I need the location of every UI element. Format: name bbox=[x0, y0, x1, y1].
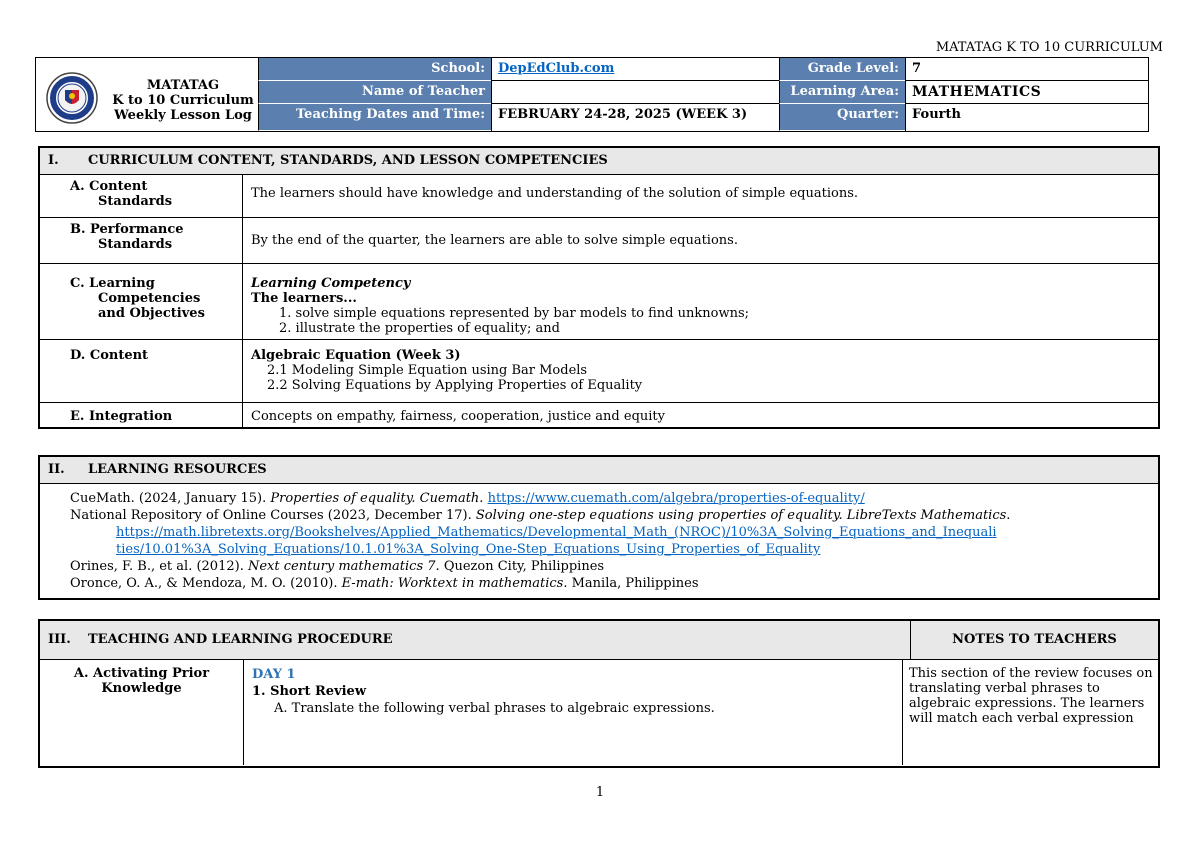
section-1-header bbox=[40, 148, 1158, 175]
integration-label bbox=[40, 403, 243, 427]
section-1-title: CURRICULUM CONTENT, STANDARDS, AND LESSON COMPETENCIES bbox=[88, 153, 608, 168]
reference-3 bbox=[70, 558, 1158, 575]
section-learning-resources bbox=[38, 455, 1160, 600]
grade-level-value: 7 bbox=[905, 58, 1148, 81]
content-item-2: 2.2 Solving Equations by Applying Properties of Equality bbox=[267, 378, 643, 393]
lesson-log-header bbox=[35, 57, 1149, 132]
competencies-label bbox=[40, 264, 243, 339]
section-curriculum bbox=[38, 146, 1160, 429]
review-task: A. Translate the following verbal phrases to algebraic expressions. bbox=[274, 701, 715, 716]
reference-2-link[interactable]: https://math.libretexts.org/Bookshelves/Applied_Mathematics/Developmental_Math_(NROC)/10%3A_Solving_Equations_and_Inequali bbox=[116, 525, 997, 540]
reference-3-title: Next century mathematics 7. bbox=[247, 559, 440, 574]
performance-standards-label bbox=[40, 218, 243, 263]
header-title bbox=[108, 78, 258, 123]
learning-area-label: Learning Area: bbox=[779, 81, 905, 104]
section-3-title-cell bbox=[40, 621, 911, 659]
competencies-label-line1: C. Learning bbox=[70, 276, 155, 291]
reference-4-author: Oronce, O. A., & Mendoza, M. O. (2010). bbox=[70, 576, 342, 591]
activating-label-line1: A. Activating Prior bbox=[73, 666, 210, 681]
content-row bbox=[40, 340, 1158, 403]
performance-standards-row bbox=[40, 218, 1158, 264]
reference-4 bbox=[70, 575, 1158, 592]
header-logo-cell bbox=[36, 58, 259, 131]
competencies-label-line3: and Objectives bbox=[98, 306, 205, 321]
header-title-line2: K to 10 Curriculum bbox=[112, 93, 254, 108]
reference-1-title: Properties of equality. Cuemath. bbox=[270, 491, 484, 506]
performance-standards-label-line2: Standards bbox=[98, 237, 173, 252]
activating-label-line2: Knowledge bbox=[101, 681, 182, 696]
teacher-value[interactable] bbox=[491, 81, 779, 104]
reference-1-author: CueMath. (2024, January 15). bbox=[70, 491, 271, 506]
competency-item-2: 2. illustrate the properties of equality; and bbox=[279, 321, 560, 336]
competencies-text bbox=[243, 264, 1158, 339]
reference-2: National Repository of Online Courses (2023, December 17). Solving one-step equations using properties of equality. LibreTexts Mathematics. bbox=[70, 508, 1011, 523]
performance-standards-text: By the end of the quarter, the learners are able to solve simple equations. bbox=[251, 233, 738, 248]
reference-4-publisher: Manila, Philippines bbox=[567, 576, 699, 591]
reference-4-title: E-math: Worktext in mathematics. bbox=[341, 576, 568, 591]
curriculum-label: MATATAG K TO 10 CURRICULUM bbox=[935, 40, 1163, 55]
section-3-header bbox=[40, 621, 1158, 660]
section-teaching-procedure bbox=[38, 619, 1160, 768]
teacher-note: This section of the review focuses on translating verbal phrases to algebraic expressions. The learners will match each verbal expression bbox=[909, 666, 1153, 726]
school-link[interactable]: DepEdClub.com bbox=[498, 61, 615, 76]
school-label: School: bbox=[258, 58, 491, 81]
content-standards-text: The learners should have knowledge and understanding of the solution of simple equations. bbox=[251, 186, 859, 201]
content-label bbox=[40, 340, 243, 402]
performance-standards-label-line1: B. Performance bbox=[70, 222, 184, 237]
reference-2-link-line2 bbox=[70, 541, 1158, 558]
reference-3-publisher: Quezon City, Philippines bbox=[439, 559, 605, 574]
content-text bbox=[243, 340, 1158, 402]
competency-item-1: 1. solve simple equations represented by bar models to find unknowns; bbox=[279, 306, 749, 321]
content-label-text: D. Content bbox=[70, 348, 149, 363]
activating-prior-knowledge-label bbox=[40, 660, 244, 765]
section-2-header bbox=[40, 457, 1158, 484]
content-standards-label-line1: A. Content bbox=[70, 179, 148, 194]
integration-label-text: E. Integration bbox=[70, 409, 173, 424]
references-list bbox=[40, 484, 1158, 594]
content-standards-label-line2: Standards bbox=[98, 194, 173, 209]
section-3-title: TEACHING AND LEARNING PROCEDURE bbox=[88, 632, 393, 647]
header-title-line1: MATATAG bbox=[146, 78, 220, 93]
dates-value: FEBRUARY 24-28, 2025 (WEEK 3) bbox=[491, 104, 779, 131]
page-number: 1 bbox=[595, 785, 605, 800]
procedure-content bbox=[244, 660, 903, 765]
competencies-row bbox=[40, 264, 1158, 340]
content-item-1: 2.1 Modeling Simple Equation using Bar Models bbox=[267, 363, 588, 378]
reference-1-link[interactable]: https://www.cuemath.com/algebra/properties-of-equality/ bbox=[487, 491, 865, 506]
reference-2-author: National Repository of Online Courses (2023, December 17). bbox=[70, 508, 476, 523]
competency-heading: Learning Competency bbox=[251, 276, 411, 291]
reference-3-author: Orines, F. B., et al. (2012). bbox=[70, 559, 248, 574]
integration-text: Concepts on empathy, fairness, cooperation, justice and equity bbox=[251, 409, 665, 424]
quarter-value: Fourth bbox=[905, 104, 1148, 131]
grade-level-label: Grade Level: bbox=[779, 58, 905, 81]
reference-2-link-line1 bbox=[70, 524, 1158, 541]
learning-area-value: MATHEMATICS bbox=[905, 81, 1148, 104]
section-2-number: II. bbox=[48, 462, 65, 477]
reference-2-title: Solving one-step equations using properties of equality. LibreTexts Mathematics bbox=[475, 508, 1007, 523]
short-review-heading: 1. Short Review bbox=[252, 684, 367, 699]
teacher-label: Name of Teacher bbox=[258, 81, 491, 104]
quarter-label: Quarter: bbox=[779, 104, 905, 131]
section-1-number: I. bbox=[48, 153, 59, 168]
content-standards-label bbox=[40, 175, 243, 217]
competencies-label-line2: Competencies bbox=[98, 291, 201, 306]
notes-to-teachers-header: NOTES TO TEACHERS bbox=[952, 632, 1117, 647]
reference-1 bbox=[70, 490, 1158, 507]
activating-prior-knowledge-row bbox=[40, 660, 1158, 765]
competency-subheading: The learners... bbox=[251, 291, 357, 306]
dates-label: Teaching Dates and Time: bbox=[258, 104, 491, 131]
deped-seal-icon bbox=[46, 72, 98, 124]
content-standards-row bbox=[40, 175, 1158, 218]
header-title-line3: Weekly Lesson Log bbox=[114, 108, 252, 123]
section-2-title: LEARNING RESOURCES bbox=[88, 462, 267, 477]
integration-row bbox=[40, 403, 1158, 427]
day-label: DAY 1 bbox=[252, 667, 296, 682]
content-heading: Algebraic Equation (Week 3) bbox=[251, 348, 461, 363]
school-value bbox=[491, 58, 779, 81]
reference-2-link-cont[interactable]: ties/10.01%3A_Solving_Equations/10.1.01%3A_Solving_One-Step_Equations_Using_Properties_of_Equality bbox=[116, 542, 821, 557]
section-3-number: III. bbox=[48, 632, 71, 647]
